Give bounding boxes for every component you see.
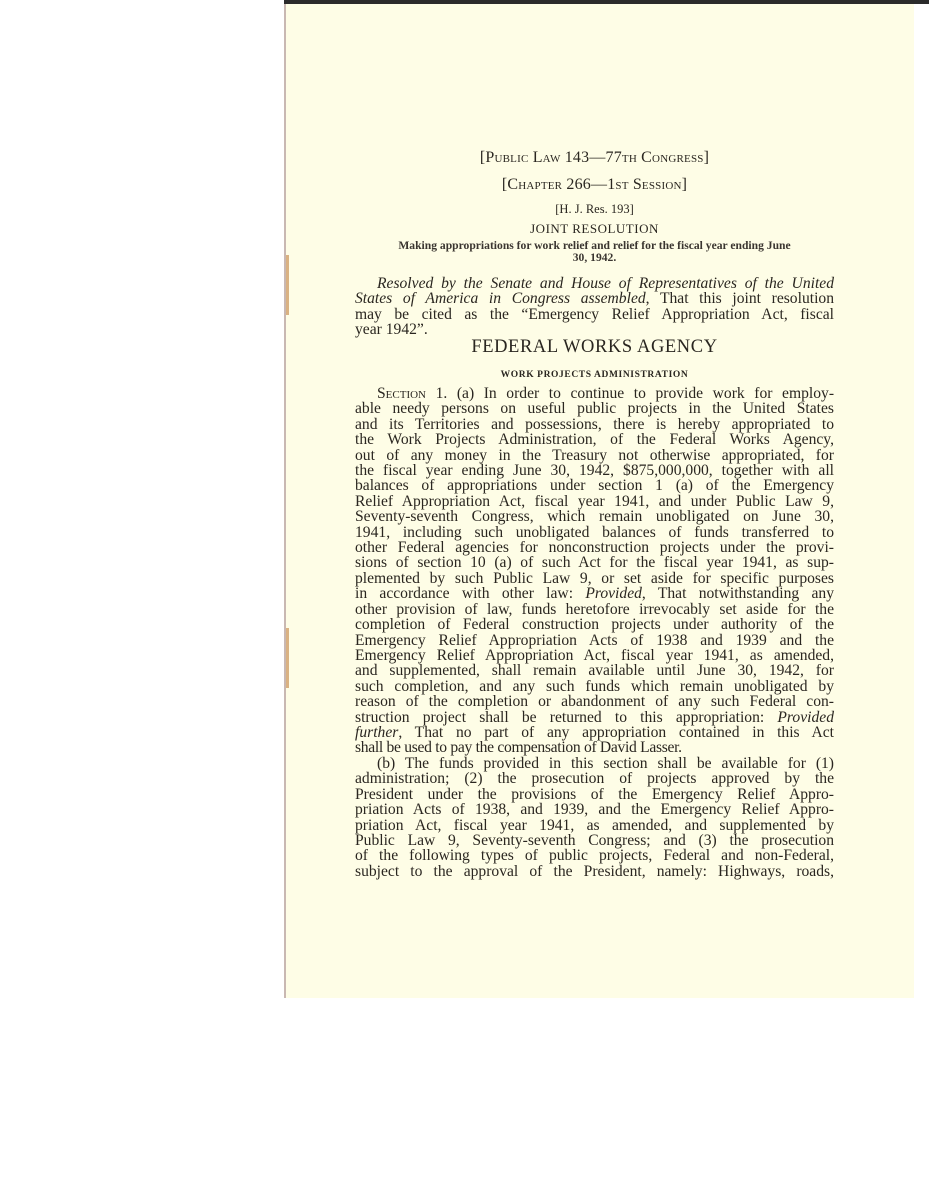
text-line: administration; (2) the prosecution of projects approved by the	[355, 770, 834, 788]
text-line: in accordance with other law:	[355, 585, 586, 603]
purpose-line-1: Making appropriations for work relief and relief for the fiscal year ending June	[398, 239, 791, 252]
text-line: out of any money in the Treasury not otherwise appropriated, for	[355, 446, 834, 464]
text-line: sions of section 10 (a) of such Act for the fiscal year 1941, as sup-	[355, 554, 834, 572]
enacting-text: year 1942”.	[355, 321, 428, 339]
text-line: Emergency Relief Appropriation Acts of 1938 and 1939 and the	[355, 631, 834, 649]
resolution-ref: [H. J. Res. 193]	[555, 202, 634, 216]
text-line: priation Acts of 1938, and 1939, and the Emergency Relief Appro-	[355, 801, 834, 819]
text-line: subject to the approval of the President, namely: Highways, roads,	[355, 862, 834, 880]
section-1b	[355, 756, 834, 879]
text-line: such completion, and any such funds which remain unobligated by	[355, 677, 834, 695]
section-label: Section 1.	[377, 385, 448, 402]
text-line: able needy persons on useful public projects in the United States	[355, 400, 834, 418]
text-line: struction project shall be returned to this appropriation:	[355, 708, 778, 726]
section-1a	[355, 386, 834, 756]
text-line: the fiscal year ending June 30, 1942, $875,000,000, together with all	[355, 462, 834, 480]
enacting-italic: Resolved by the Senate and House of Representatives of the United	[377, 275, 834, 292]
text-line: shall be used to pay the compensation of David Lasser.	[355, 739, 682, 757]
enacting-italic: States of America in Congress assembled	[355, 290, 646, 308]
provided-proviso: Provided	[585, 585, 642, 603]
text-line: plemented by such Public Law 9, or set aside for specific purposes	[355, 569, 834, 587]
text-line: 1941, including such unobligated balances of funds transferred to	[355, 523, 834, 541]
agency-heading: FEDERAL WORKS AGENCY	[471, 337, 718, 357]
text-line: priation Act, fiscal year 1941, as amended, and supplemented by	[355, 816, 834, 834]
chapter-heading: [Chapter 266—1st Session]	[501, 176, 688, 193]
enacting-text: may be cited as the “Emergency Relief Appropriation Act, fiscal	[355, 305, 834, 323]
text-line: of the following types of public projects, Federal and non-Federal,	[355, 847, 834, 865]
text-line: (a) In order to continue to provide work for employ-	[447, 385, 835, 402]
text-line: other provision of law, funds heretofore irrevocably set aside for the	[355, 600, 834, 618]
text-line: Emergency Relief Appropriation Act, fiscal year 1941, as amended,	[355, 646, 834, 664]
text-line: reason of the completion or abandonment of any such Federal con-	[355, 693, 834, 711]
resolution-type: JOINT RESOLUTION	[530, 221, 659, 236]
public-law-heading: [Public Law 143—77th Congress]	[479, 149, 710, 166]
text-line: Public Law 9, Seventy-seventh Congress; and (3) the prosecution	[355, 832, 834, 850]
text-line: the Work Projects Administration, of the Federal Works Agency,	[355, 431, 834, 449]
text-line: other Federal agencies for nonconstruction projects under the provi-	[355, 539, 834, 557]
provided-proviso: Provided	[777, 708, 834, 726]
text-line: and its Territories and possessions, there is hereby appropriated to	[355, 415, 834, 433]
enacting-text: , That this joint resolution	[645, 290, 834, 308]
text-line: (b) The funds provided in this section shall be available for (1)	[377, 755, 834, 772]
text-line: Relief Appropriation Act, fiscal year 1941, and under Public Law 9,	[355, 492, 834, 510]
binding-mark	[286, 255, 289, 315]
provided-further: further	[355, 723, 399, 741]
text-line: balances of appropriations under section 1 (a) of the Emergency	[355, 477, 834, 495]
binding-mark	[286, 628, 289, 688]
sub-heading: WORK PROJECTS ADMINISTRATION	[500, 370, 689, 380]
text-line: Seventy-seventh Congress, which remain unobligated on June 30,	[355, 508, 834, 526]
text-line: President under the provisions of the Emergency Relief Appro-	[355, 785, 834, 803]
text-line: completion of Federal construction projects under authority of the	[355, 616, 834, 634]
text-line: , That no part of any appropriation contained in this Act	[398, 723, 834, 741]
enacting-clause	[355, 276, 834, 338]
text-line: , That notwithstanding any	[641, 585, 834, 603]
text-line: and supplemented, shall remain available until June 30, 1942, for	[355, 662, 834, 680]
purpose-line-2: 30, 1942.	[572, 251, 617, 264]
